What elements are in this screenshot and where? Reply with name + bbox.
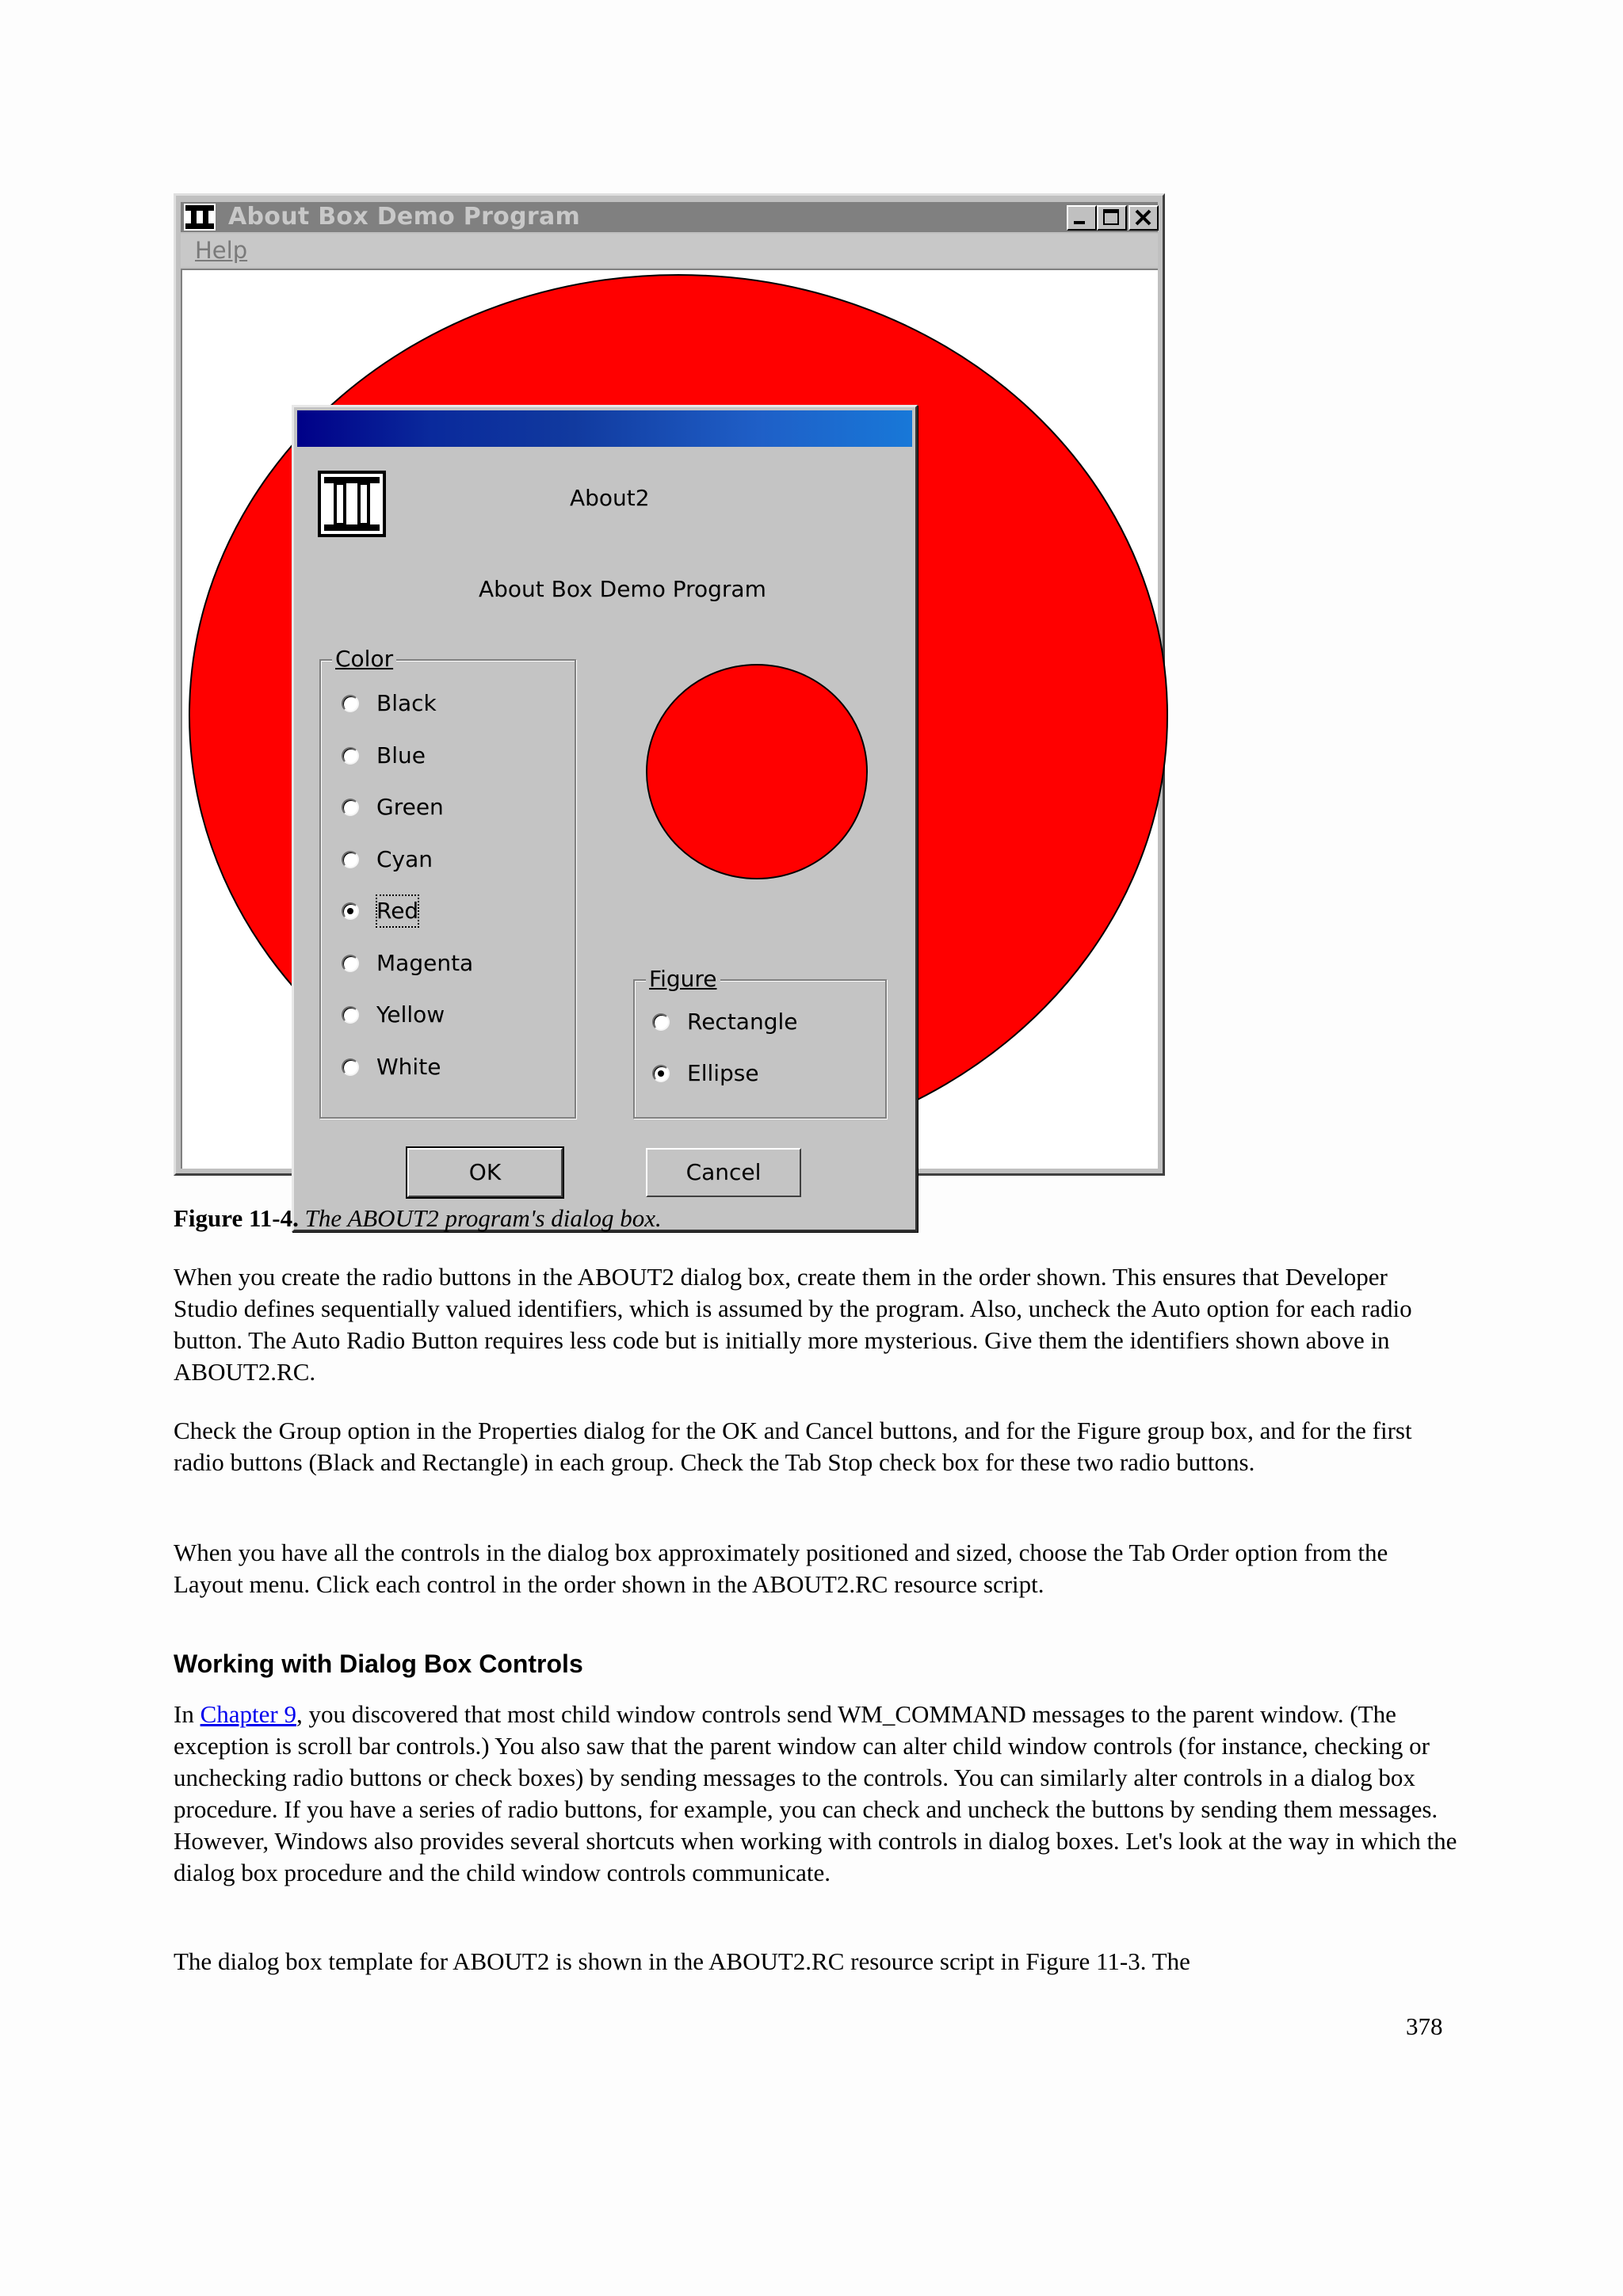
about2-dialog <box>292 405 918 1232</box>
maximize-button[interactable] <box>1097 205 1127 231</box>
radio-label: Cyan <box>376 845 433 872</box>
figure-group-box <box>633 966 887 1119</box>
radio-label: Green <box>376 794 444 820</box>
dialog-caption-bar[interactable] <box>297 410 912 447</box>
dialog-program-name: About Box Demo Program <box>479 576 766 602</box>
radio-label: Magenta <box>376 949 474 976</box>
window-title: About Box Demo Program <box>228 203 581 231</box>
color-group-box <box>319 646 576 1119</box>
cancel-button[interactable]: Cancel <box>646 1148 801 1197</box>
minimize-button[interactable] <box>1067 205 1097 231</box>
close-icon <box>1130 207 1157 229</box>
paragraph-4-prefix: In <box>174 1700 200 1728</box>
about-icon <box>318 471 386 537</box>
maximize-icon <box>1098 207 1125 229</box>
chapter-9-link[interactable]: Chapter 9 <box>200 1700 296 1728</box>
figure-group-label-text: Figure <box>649 966 717 992</box>
about-box-window <box>174 193 1165 1185</box>
page-number: 378 <box>1406 2012 1443 2040</box>
color-group-label-text: Color <box>335 646 394 672</box>
radio-label: White <box>376 1053 441 1080</box>
dialog-app-name: About2 <box>570 485 650 511</box>
paragraph-2: Check the Group option in the Properties dialog for the OK and Cancel buttons, and for the Figure group box, and for the first radio buttons (Black and Rectangle) in each group. Check the Tab Stop check box for these two radio buttons. <box>174 1417 1412 1476</box>
radio-circle-icon[interactable] <box>652 1013 670 1031</box>
radio-label: Yellow <box>376 1001 445 1028</box>
paragraph-1: When you create the radio buttons in the ABOUT2 dialog box, create them in the order shown. This ensures that Developer Studio defines sequentially valued identifiers, which is assumed by the program. Also, uncheck the Auto option for each radio button. The Auto Radio Button requires less code but is initially more mysterious. Give them the identifiers shown above in ABOUT2.RC. <box>174 1263 1412 1386</box>
ok-button[interactable]: OK <box>407 1148 563 1197</box>
radio-circle-icon[interactable] <box>342 902 359 920</box>
menu-bar <box>181 234 1158 267</box>
figure-caption <box>174 1203 662 1234</box>
figure-caption-text: The ABOUT2 program's dialog box. <box>304 1204 662 1232</box>
radio-circle-icon[interactable] <box>342 1006 359 1024</box>
radio-circle-icon[interactable] <box>342 799 359 816</box>
figure-screenshot <box>174 193 1165 1185</box>
radio-circle-icon[interactable] <box>342 1058 359 1076</box>
paragraph-3: When you have all the controls in the dialog box approximately positioned and sized, choose the Tab Order option from the Layout menu. Click each control in the order shown in the ABOUT2.RC resource script. <box>174 1539 1388 1598</box>
menu-help-label: Help <box>195 237 248 264</box>
window-title-bar[interactable] <box>181 202 1158 232</box>
paragraph-4-rest: , you discovered that most child window controls send WM_COMMAND messages to the parent window. (The exception is scroll bar controls.) You also saw that the parent window can alter child window controls (for instance, checking or unchecking radio buttons or check boxes) by sending messages to the controls. You can similarly alter controls in a dialog box procedure. If you have a series of radio buttons, for example, you can check and uncheck the buttons by sending them messages. However, Windows also provides several shortcuts when working with controls in dialog boxes. Let's look at the way in which the dialog box procedure and the child window controls communicate. <box>174 1700 1457 1886</box>
color-group-label <box>332 646 396 672</box>
radio-label: Red <box>376 895 418 927</box>
minimize-icon <box>1068 207 1095 229</box>
radio-label: Blue <box>376 742 426 769</box>
radio-label: Ellipse <box>687 1060 759 1086</box>
radio-label: Black <box>376 690 437 716</box>
radio-circle-icon[interactable] <box>342 747 359 765</box>
close-button[interactable] <box>1128 205 1159 231</box>
figure-group-label <box>646 967 720 992</box>
radio-circle-icon[interactable] <box>652 1065 670 1082</box>
section-heading: Working with Dialog Box Controls <box>174 1650 583 1678</box>
preview-ellipse <box>644 662 871 883</box>
figure-number: Figure 11-4. <box>174 1204 299 1232</box>
radio-circle-icon[interactable] <box>342 851 359 868</box>
client-area <box>181 269 1158 1185</box>
radio-circle-icon[interactable] <box>342 695 359 712</box>
radio-circle-icon[interactable] <box>342 955 359 972</box>
app-icon <box>184 204 216 231</box>
radio-label: Rectangle <box>687 1009 798 1035</box>
paragraph-5: The dialog box template for ABOUT2 is shown in the ABOUT2.RC resource script in Figure 11-3. The <box>174 1947 1190 1975</box>
paragraph-4 <box>174 1699 1457 1889</box>
menu-help[interactable] <box>195 237 247 264</box>
